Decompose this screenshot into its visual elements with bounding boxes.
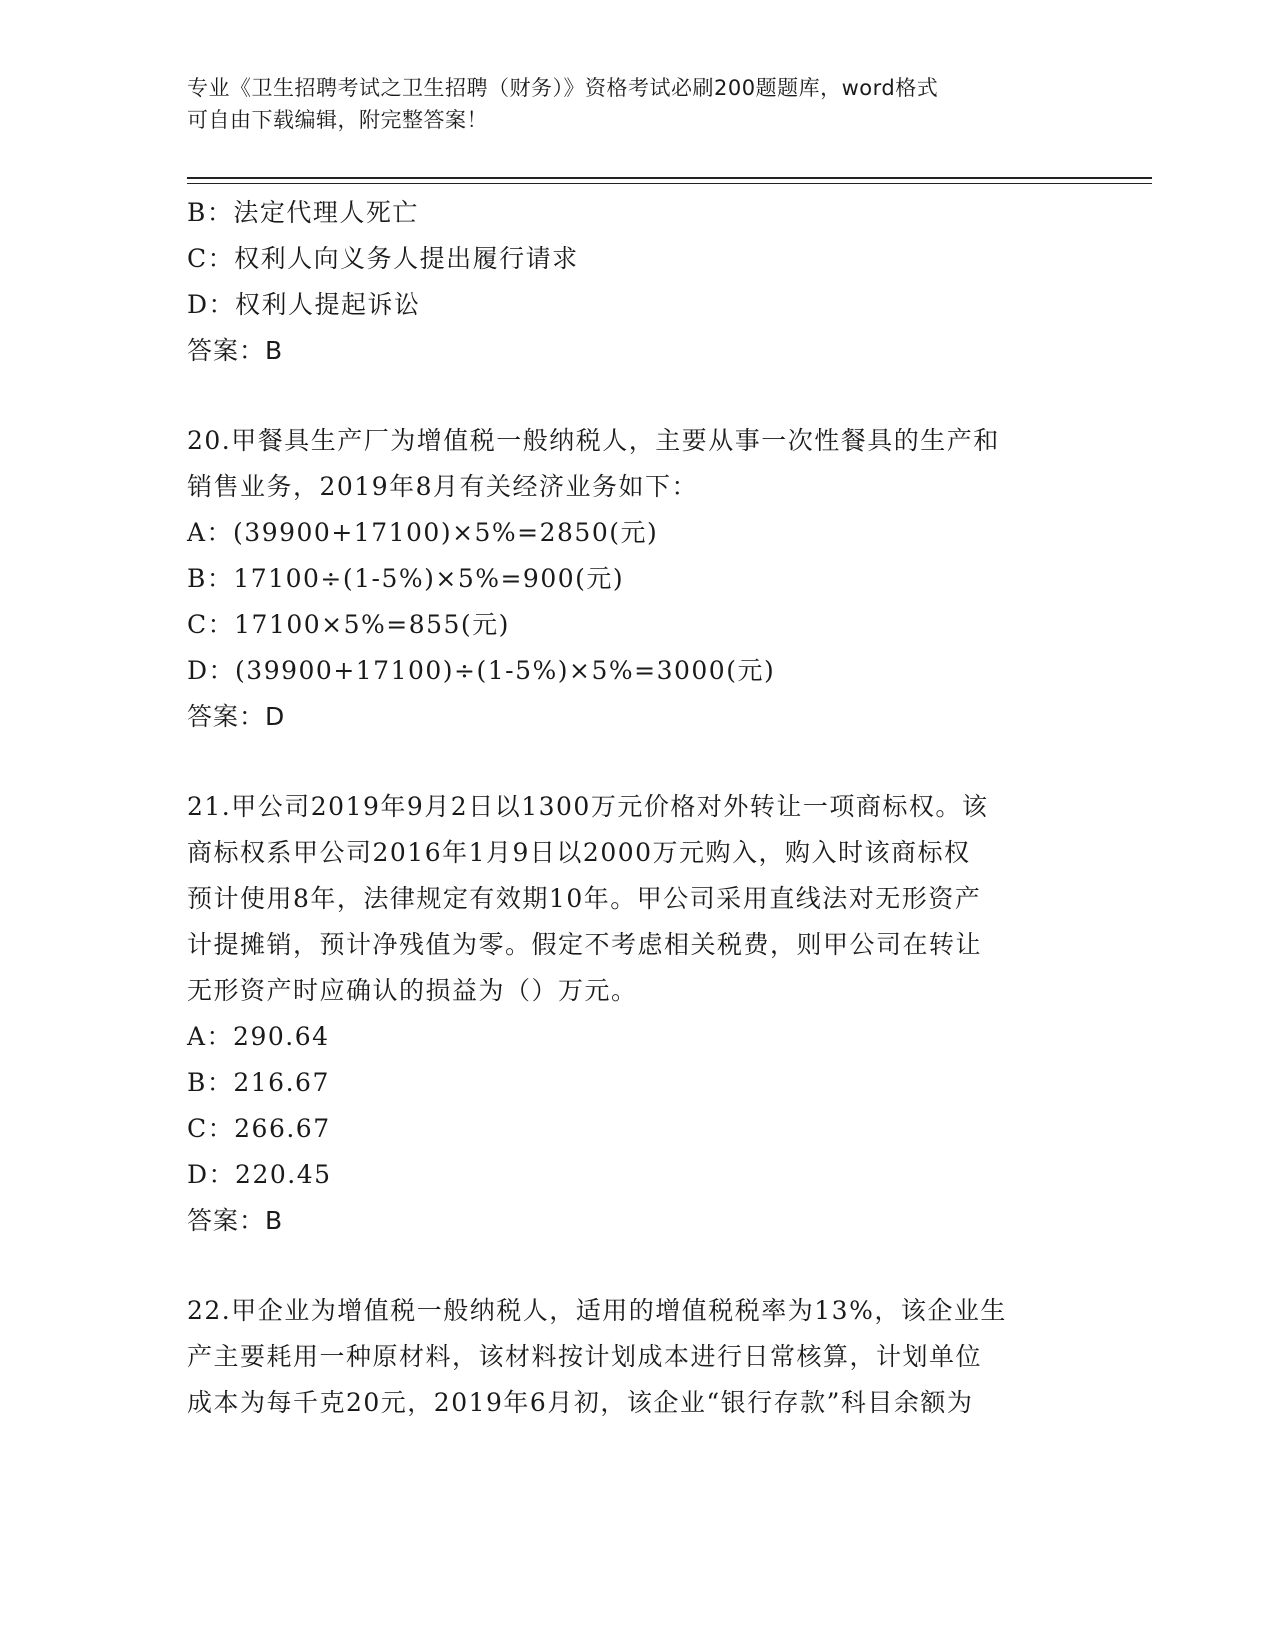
header-divider-thick xyxy=(187,177,1152,179)
question-stem-line: 21.甲公司2019年9月2日以1300万元价格对外转让一项商标权。该 xyxy=(187,792,989,821)
question-stem-line: 无形资产时应确认的损益为（）万元。 xyxy=(187,976,638,1005)
option-a: A：(39900+17100)×5%=2850(元) xyxy=(187,518,659,547)
answer: 答案：B xyxy=(187,1206,284,1235)
question-stem-line: 20.甲餐具生产厂为增值税一般纳税人，主要从事一次性餐具的生产和 xyxy=(187,426,1000,455)
question-19 xyxy=(187,190,1087,374)
answer: 答案：B xyxy=(187,336,284,365)
option-a: A：290.64 xyxy=(187,1022,330,1051)
question-stem-line: 预计使用8年，法律规定有效期10年。甲公司采用直线法对无形资产 xyxy=(187,884,982,913)
option-c: C：17100×5%=855(元) xyxy=(187,610,510,639)
document-header xyxy=(187,72,1087,136)
answer: 答案：D xyxy=(187,702,286,731)
option-d: D：权利人提起诉讼 xyxy=(187,290,421,319)
document-body xyxy=(187,190,1087,1426)
question-stem-line: 产主要耗用一种原材料，该材料按计划成本进行日常核算，计划单位 xyxy=(187,1342,983,1371)
option-b: B：17100÷(1-5%)×5%=900(元) xyxy=(187,564,625,593)
question-21 xyxy=(187,784,1087,1244)
option-c: C：266.67 xyxy=(187,1114,331,1143)
question-stem-line: 22.甲企业为增值税一般纳税人，适用的增值税税率为13%，该企业生 xyxy=(187,1296,1007,1325)
header-line-2: 可自由下载编辑，附完整答案！ xyxy=(187,108,488,132)
option-b: B：法定代理人死亡 xyxy=(187,198,419,227)
option-b: B：216.67 xyxy=(187,1068,330,1097)
question-stem-line: 计提摊销，预计净残值为零。假定不考虑相关税费，则甲公司在转让 xyxy=(187,930,983,959)
option-c: C：权利人向义务人提出履行请求 xyxy=(187,244,579,273)
option-d: D：(39900+17100)÷(1-5%)×5%=3000(元) xyxy=(187,656,776,685)
question-stem-line: 成本为每千克20元，2019年6月初，该企业“银行存款”科目余额为 xyxy=(187,1388,974,1417)
question-22 xyxy=(187,1288,1087,1426)
question-20 xyxy=(187,418,1087,740)
question-stem-line: 商标权系甲公司2016年1月9日以2000万元购入，购入时该商标权 xyxy=(187,838,971,867)
option-d: D：220.45 xyxy=(187,1160,332,1189)
header-line-1: 专业《卫生招聘考试之卫生招聘（财务）》资格考试必刷200题题库，word格式 xyxy=(187,76,939,100)
header-divider-thin xyxy=(187,183,1152,184)
question-stem-line: 销售业务，2019年8月有关经济业务如下： xyxy=(187,472,699,501)
